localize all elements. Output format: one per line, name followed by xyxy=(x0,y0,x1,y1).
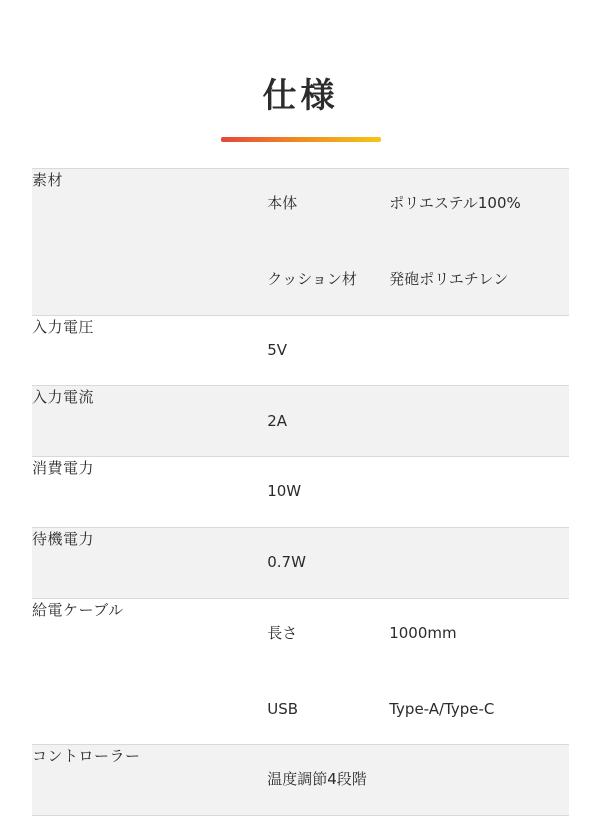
table-row xyxy=(32,745,569,816)
spec-value-part: クッション材 xyxy=(267,270,357,288)
page-title: 仕様 xyxy=(262,76,339,116)
spec-value xyxy=(210,745,569,816)
spec-label: 待機電力 xyxy=(32,527,210,598)
spec-value-line xyxy=(210,169,569,239)
table-row xyxy=(32,315,569,386)
spec-value-line xyxy=(210,457,569,527)
table-row xyxy=(32,386,569,457)
table-row xyxy=(32,598,569,745)
spec-value-part: ポリエステル100% xyxy=(389,194,521,213)
spec-value-part: 温度調節4段階 xyxy=(267,770,367,789)
spec-value-line xyxy=(210,316,569,386)
table-row xyxy=(32,527,569,598)
table-row xyxy=(32,169,569,316)
spec-value xyxy=(210,598,569,745)
spec-value-part: 0.7W xyxy=(267,553,306,571)
spec-value-part: 本体 xyxy=(267,194,298,213)
spec-value xyxy=(210,169,569,316)
spec-value-line xyxy=(210,528,569,598)
spec-value-part: 1000mm xyxy=(389,623,457,642)
specification-table xyxy=(32,168,569,816)
spec-value xyxy=(210,315,569,386)
spec-label: 素材 xyxy=(32,169,210,316)
spec-label: 入力電流 xyxy=(32,386,210,457)
spec-value-part: 5V xyxy=(267,340,288,359)
spec-value xyxy=(210,386,569,457)
spec-value-part: 発砲ポリエチレン xyxy=(389,270,509,288)
spec-value-line xyxy=(210,245,569,315)
title-block xyxy=(0,0,601,142)
spec-value xyxy=(210,457,569,528)
spec-value-part: 2A xyxy=(267,411,288,430)
spec-value-part: Type-A/Type-C xyxy=(389,699,495,718)
spec-value-line xyxy=(210,386,569,456)
specification-table-body xyxy=(32,169,569,816)
spec-value xyxy=(210,527,569,598)
spec-label: 入力電圧 xyxy=(32,317,95,336)
title-underline-accent xyxy=(221,137,381,142)
table-row xyxy=(32,457,569,528)
spec-value-part: USB xyxy=(267,699,299,718)
spec-value-part: 10W xyxy=(267,482,302,501)
spec-label: 給電ケーブル xyxy=(32,600,124,619)
spec-value-line xyxy=(210,674,569,744)
spec-value-line xyxy=(210,745,569,815)
spec-label: 消費電力 xyxy=(32,459,95,477)
spec-label: コントローラー xyxy=(32,745,210,816)
spec-value-part: 長さ xyxy=(267,623,298,642)
spec-value-line xyxy=(210,599,569,669)
